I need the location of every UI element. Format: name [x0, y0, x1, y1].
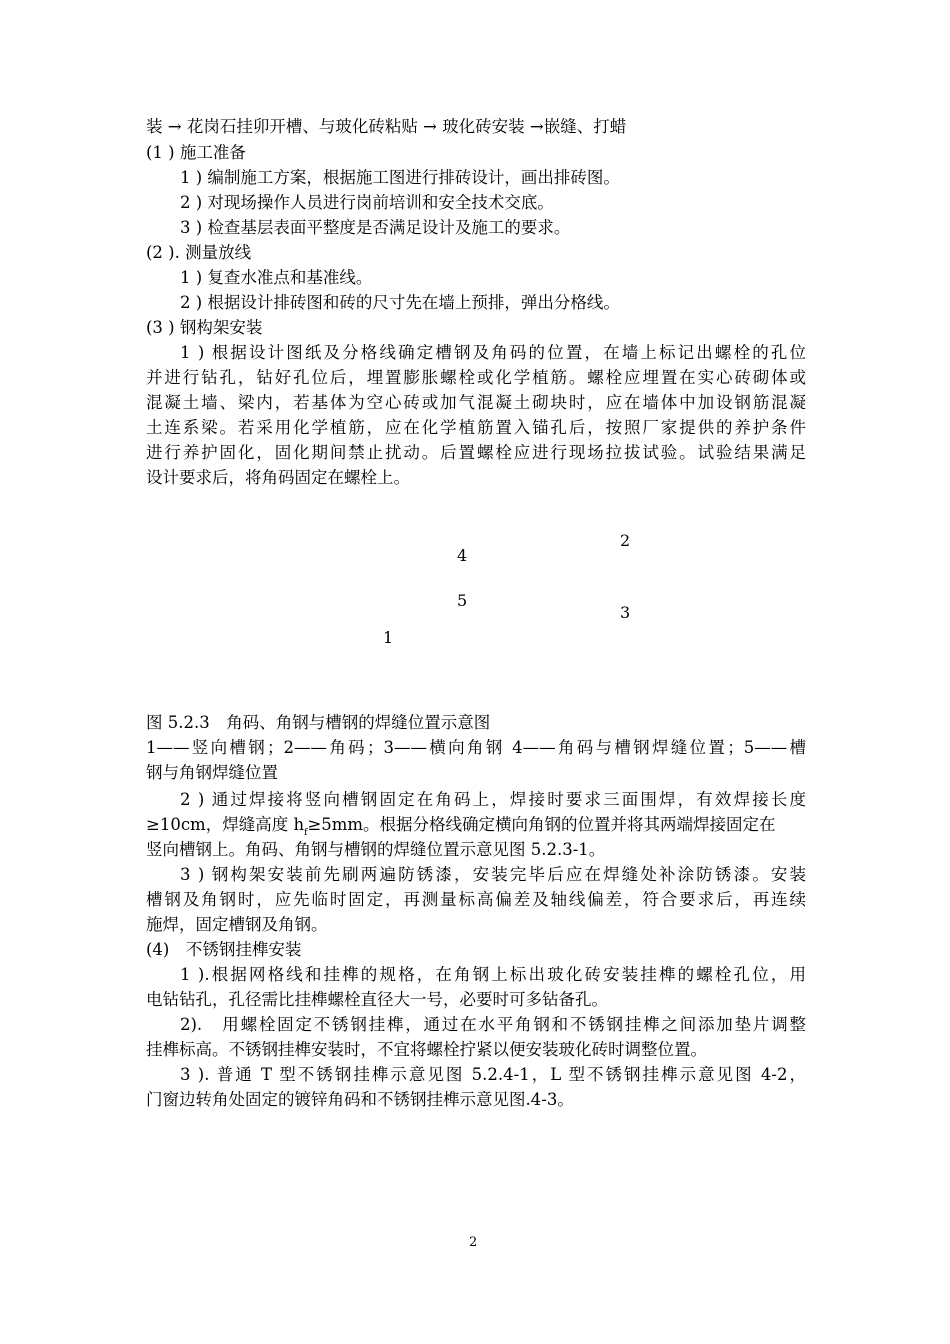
figure-caption: 图 5.2.3 角码、角钢与槽钢的焊缝位置示意图 — [146, 713, 491, 732]
paragraph-line: 电钻钻孔，孔径需比挂榫螺栓直径大一号，必要时可多钻备孔。 — [146, 990, 608, 1009]
paragraph-line: 进行养护固化，固化期间禁止扰动。后置螺栓应进行现场拉拔试验。试验结果满足 — [146, 443, 806, 462]
paragraph-line: 1 ) 复查水准点和基准线。 — [180, 268, 373, 287]
paragraph-line: 混凝土墙、梁内，若基体为空心砖或加气混凝土砌块时，应在墙体中加设钢筋混凝 — [146, 393, 806, 412]
section-heading-4: (4) 不锈钢挂榫安装 — [146, 940, 302, 959]
section-heading-3: (3 ) 钢构架安装 — [146, 318, 263, 337]
paragraph-line: 竖向槽钢上。角码、角钢与槽钢的焊缝位置示意见图 5.2.3-1。 — [146, 840, 606, 859]
paragraph-line: 1 ) 根据设计图纸及分格线确定槽钢及角码的位置，在墙上标记出螺栓的孔位 — [180, 343, 806, 362]
page-number: 2 — [469, 1235, 478, 1250]
figure-legend: 钢与角钢焊缝位置 — [146, 763, 278, 782]
paragraph-line: 施焊，固定槽钢及角钢。 — [146, 915, 328, 934]
paragraph-line: 1 ).根据网格线和挂榫的规格，在角钢上标出玻化砖安装挂榫的螺栓孔位，用 — [180, 965, 806, 984]
figure-label-4: 4 — [457, 546, 468, 565]
figure-legend: 1——竖向槽钢；2——角码；3——横向角钢 4——角码与槽钢焊缝位置；5——槽 — [146, 738, 806, 757]
paragraph-line: 门窗边转角处固定的镀锌角码和不锈钢挂榫示意见图.4-3。 — [146, 1090, 574, 1109]
figure-label-1: 1 — [383, 628, 394, 647]
paragraph-line: 2). 用螺栓固定不锈钢挂榫，通过在水平角钢和不锈钢挂榫之间添加垫片调整 — [180, 1015, 806, 1034]
paragraph-line — [146, 815, 806, 843]
figure-label-3: 3 — [620, 603, 631, 622]
paragraph-line: 3 ) 检查基层表面平整度是否满足设计及施工的要求。 — [180, 218, 571, 237]
paragraph-line: 土连系梁。若采用化学植筋，应在化学植筋置入锚孔后，按照厂家提供的养护条件 — [146, 418, 806, 437]
paragraph-line: 3 ) 钢构架安装前先刷两遍防锈漆，安装完毕后应在焊缝处补涂防锈漆。安装 — [180, 865, 806, 884]
paragraph-line: 2 ) 通过焊接将竖向槽钢固定在角码上，焊接时要求三面围焊，有效焊接长度 — [180, 790, 806, 809]
process-flow-line: 装 → 花岗石挂卯开槽、与玻化砖粘贴 → 玻化砖安装 →嵌缝、打蜡 — [146, 117, 627, 136]
paragraph-line: 并进行钻孔，钻好孔位后，埋置膨胀螺栓或化学植筋。螺栓应埋置在实心砖砌体或 — [146, 368, 806, 387]
section-heading-2: (2 ). 测量放线 — [146, 243, 252, 262]
paragraph-line: 3 ). 普通 T 型不锈钢挂榫示意见图 5.2.4-1，L 型不锈钢挂榫示意见图 4-2， — [180, 1065, 806, 1084]
paragraph-line: 槽钢及角钢时，应先临时固定，再测量标高偏差及轴线偏差，符合要求后，再连续 — [146, 890, 806, 909]
paragraph-line: 挂榫标高。不锈钢挂榫安装时，不宜将螺栓拧紧以便安装玻化砖时调整位置。 — [146, 1040, 707, 1059]
subscript: f — [304, 828, 308, 838]
paragraph-line: 1 ) 编制施工方案，根据施工图进行排砖设计，画出排砖图。 — [180, 168, 620, 187]
figure-label-5: 5 — [457, 591, 468, 610]
paragraph-line: 设计要求后，将角码固定在螺栓上。 — [146, 468, 410, 487]
text-run: ≥10cm，焊缝高度 h — [146, 815, 305, 834]
figure-label-2: 2 — [620, 531, 631, 550]
paragraph-line: 2 ) 对现场操作人员进行岗前培训和安全技术交底。 — [180, 193, 554, 212]
text-run: ≥5mm。根据分格线确定横向角钢的位置并将其两端焊接固定在 — [307, 815, 776, 834]
paragraph-line: 2 ) 根据设计排砖图和砖的尺寸先在墙上预排，弹出分格线。 — [180, 293, 620, 312]
section-heading-1: (1 ) 施工准备 — [146, 143, 246, 162]
